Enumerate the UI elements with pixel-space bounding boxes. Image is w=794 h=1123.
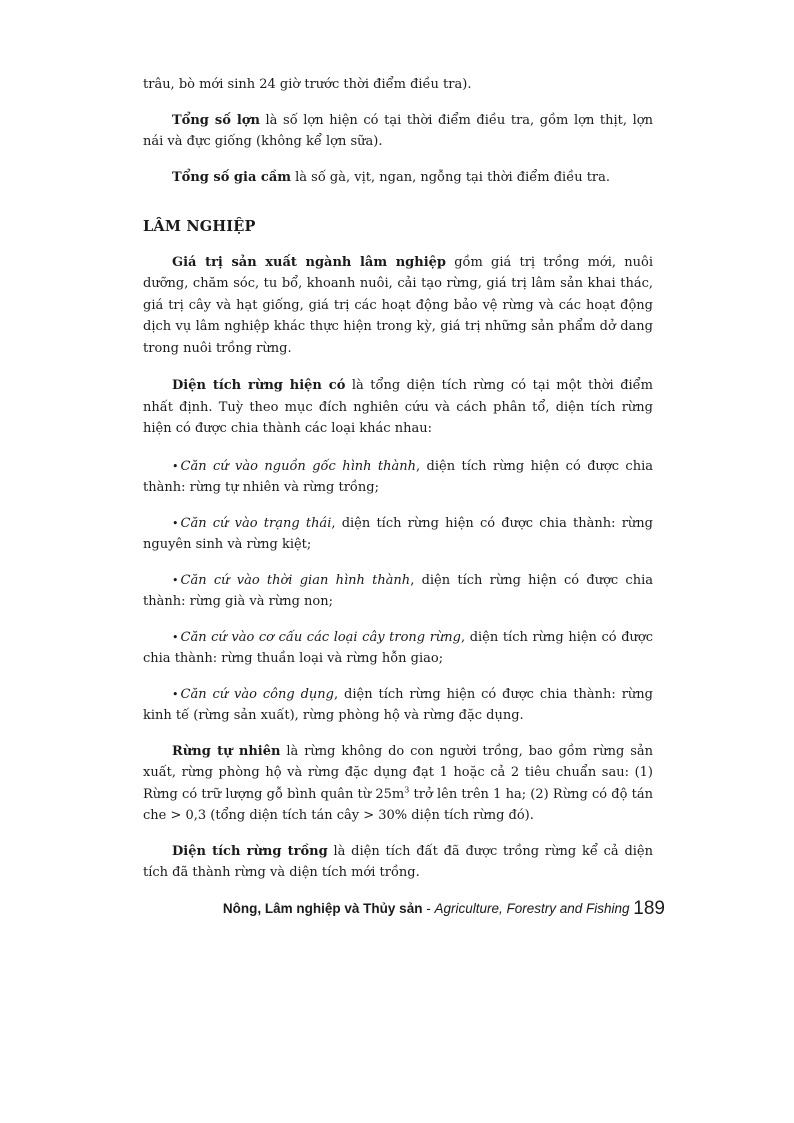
superscript-cubic: 3 (404, 785, 410, 795)
paragraph-total-pigs (143, 110, 653, 153)
term-total-pigs: Tổng số lợn (172, 112, 260, 128)
text-total-poultry: là số gà, vịt, ngan, ngỗng tại thời điểm điều tra. (291, 169, 611, 185)
bullet-icon: • (172, 630, 179, 644)
bullet-text: , diện tích rừng hiện có được chia thành: rừng tự nhiên và rừng trồng; (143, 458, 653, 495)
footer-separator: - (422, 901, 435, 916)
bullet-term: Căn cứ vào công dụng (180, 686, 334, 702)
term-planted-forest: Diện tích rừng trồng (172, 843, 328, 859)
bullet-composition (143, 627, 653, 670)
bullet-text: , diện tích rừng hiện có được chia thành: rừng kinh tế (rừng sản xuất), rừng phòng hộ và rừng đặc dụng. (143, 686, 653, 723)
bullet-icon: • (172, 573, 179, 587)
bullet-text: , diện tích rừng hiện có được chia thành: rừng nguyên sinh và rừng kiệt; (143, 515, 654, 552)
paragraph-livestock-end: trâu, bò mới sinh 24 giờ trước thời điểm điều tra). (143, 77, 472, 92)
bullet-state (143, 513, 653, 556)
text-natural-forest-b: trở lên trên 1 ha; (2) Rừng có độ tán che > 0,3 (tổng diện tích tán cây > 30% diện tích rừng đó). (143, 786, 653, 823)
page-footer (143, 898, 665, 920)
text-planted-forest: là diện tích đất đã được trồng rừng kể cả diện tích đã thành rừng và diện tích mới trồng. (143, 843, 653, 880)
term-total-poultry: Tổng số gia cầm (172, 169, 291, 185)
term-forest-area: Diện tích rừng hiện có (172, 378, 346, 393)
term-natural-forest: Rừng tự nhiên (172, 743, 281, 759)
bullet-use (143, 684, 653, 727)
footer-title-en: Agriculture, Forestry and Fishing (434, 901, 630, 916)
paragraph-forestry-output (143, 252, 653, 360)
section-heading-forestry: LÂM NGHIỆP (143, 218, 256, 235)
bullet-text: , diện tích rừng hiện có được chia thành: rừng già và rừng non; (143, 572, 653, 609)
paragraph-forest-area (143, 375, 653, 440)
bullet-text: , diện tích rừng hiện có được chia thành: rừng thuần loại và rừng hỗn giao; (143, 629, 654, 666)
bullet-term: Căn cứ vào trạng thái (180, 515, 332, 531)
bullet-term: Căn cứ vào nguồn gốc hình thành (180, 458, 416, 474)
paragraph-planted-forest (143, 841, 653, 884)
paragraph-total-poultry (143, 167, 653, 189)
footer-title-vn: Nông, Lâm nghiệp và Thủy sản (222, 901, 423, 916)
bullet-term: Căn cứ vào cơ cấu các loại cây trong rừng (180, 629, 461, 645)
page-number: 189 (633, 898, 665, 919)
bullet-term: Căn cứ vào thời gian hình thành (180, 572, 411, 588)
term-forestry-output: Giá trị sản xuất ngành lâm nghiệp (172, 254, 447, 270)
page-body (143, 74, 653, 884)
bullet-age (143, 570, 653, 613)
bullet-icon: • (172, 516, 179, 530)
text-natural-forest-a: là rừng không do con người trồng, bao gồm rừng sản xuất, rừng phòng hộ và rừng đặc dụng đạt 1 hoặc cả 2 tiêu chuẩn sau: (1) Rừng có trữ lượng gỗ bình quân từ 25m (143, 743, 653, 802)
text-forest-area: là tổng diện tích rừng có tại một thời điểm nhất định. Tuỳ theo mục đích nghiên cứu và cách phân tổ, diện tích rừng hiện có được chia thành các loại khác nhau: (143, 378, 653, 436)
paragraph-natural-forest (143, 741, 653, 827)
bullet-origin (143, 456, 653, 499)
bullet-icon: • (172, 687, 179, 701)
text-total-pigs: là số lợn hiện có tại thời điểm điều tra, gồm lợn thịt, lợn nái và đực giống (không kể lợn sữa). (143, 112, 653, 149)
text-forestry-output: gồm giá trị trồng mới, nuôi dưỡng, chăm sóc, tu bổ, khoanh nuôi, cải tạo rừng, giá trị lâm sản khai thác, giá trị cây và hạt giống, giá trị các hoạt động bảo vệ rừng và các hoạt động dịch vụ lâm nghiệp khác thực hiện trong kỳ, giá trị những sản phẩm dở dang trong nuôi trồng rừng. (143, 254, 653, 356)
bullet-icon: • (172, 459, 179, 473)
